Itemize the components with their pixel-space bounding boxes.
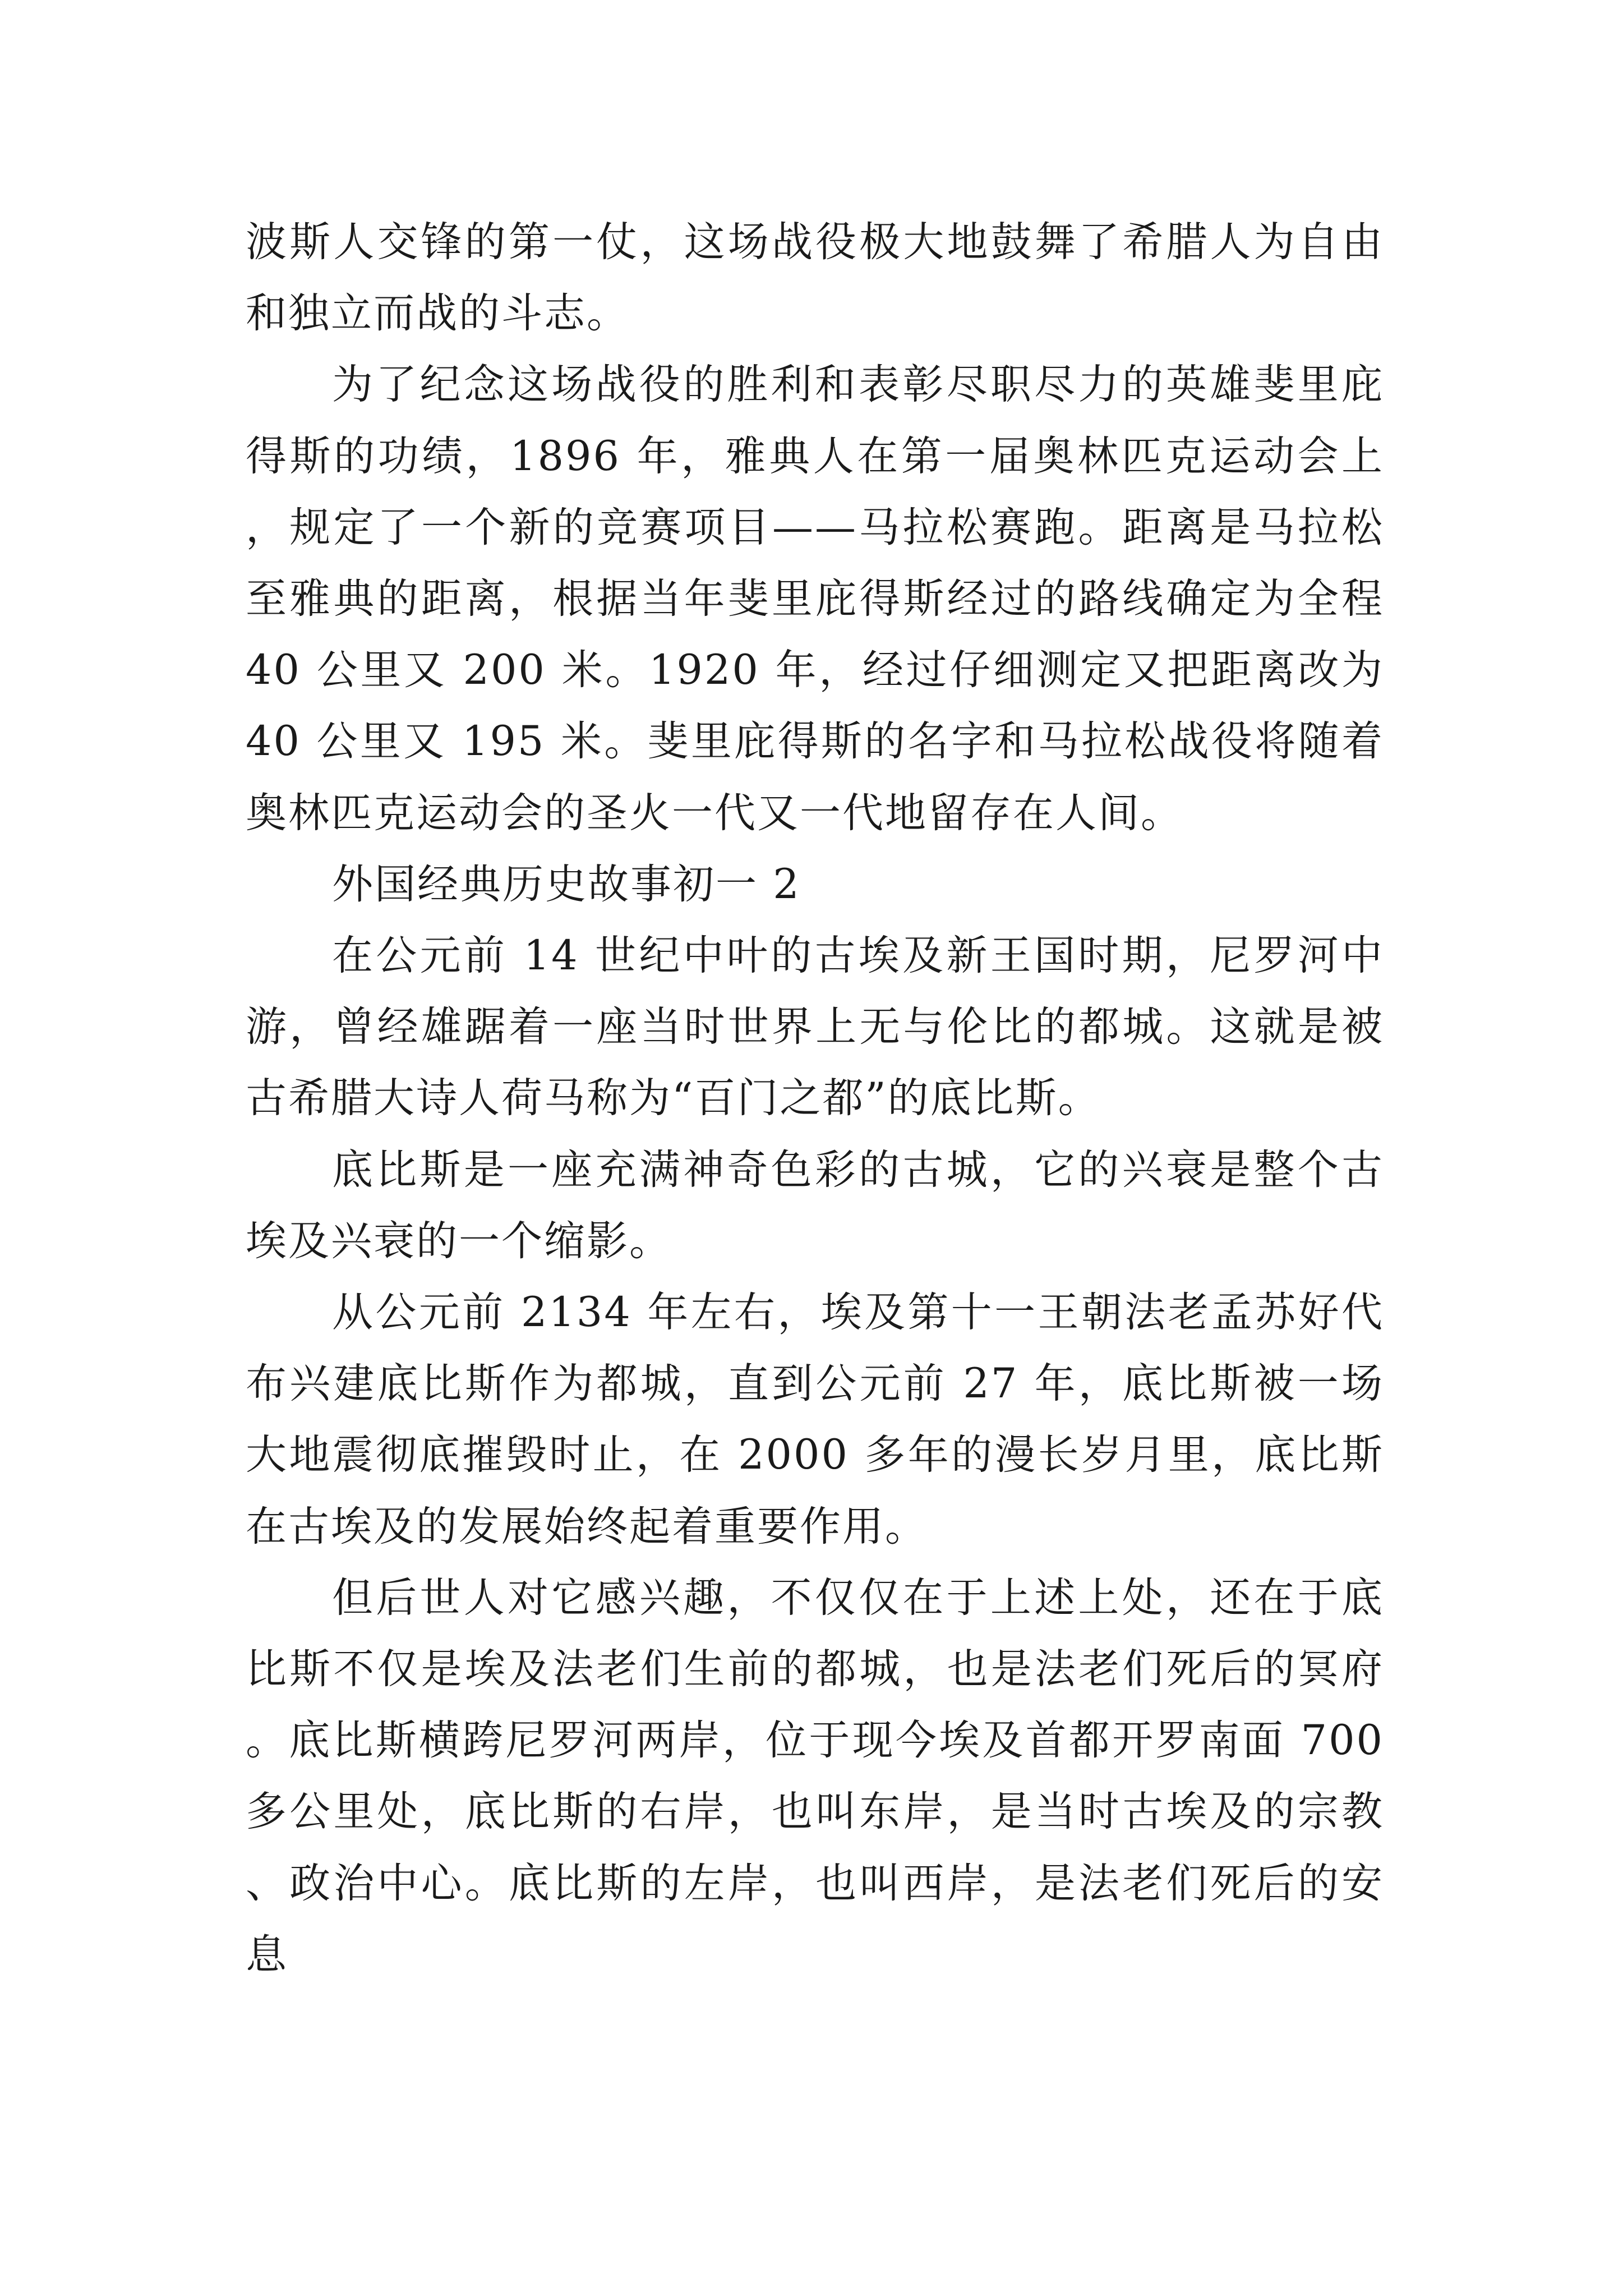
- paragraph-thebes-banks: 但后世人对它感兴趣，不仅仅在于上述上处，还在于底比斯不仅是埃及法老们生前的都城，也是法老们死后的冥府。底比斯横跨尼罗河两岸，位于现今埃及首都开罗南面 700 多公里处，底比斯的右岸，也叫东岸，是当时古埃及的宗教、政治中心。底比斯的左岸，也叫西岸，是法老们死后的安息: [246, 1573, 1384, 1978]
- section-heading: 外国经典历史故事初一 2: [332, 860, 801, 908]
- document-body: [246, 206, 1384, 1990]
- paragraph-thebes-intro: 在公元前 14 世纪中叶的古埃及新王国时期，尼罗河中游，曾经雄踞着一座当时世界上无与伦比的都城。这就是被古希腊大诗人荷马称为“百门之都”的底比斯。: [246, 932, 1384, 1122]
- paragraph-marathon-commemoration: 为了纪念这场战役的胜利和表彰尽职尽力的英雄斐里庇得斯的功绩，1896 年，雅典人在第一届奥林匹克运动会上，规定了一个新的竞赛项目——马拉松赛跑。距离是马拉松至雅典的距离，根据当年斐里庇得斯经过的路线确定为全程 40 公里又 200 米。1920 年，经过仔细测定又把距离改为 40 公里又 195 米。斐里庇得斯的名字和马拉松战役将随着奥林匹克运动会的圣火一代又一代地留存在人间。: [246, 361, 1384, 837]
- paragraph-thebes-history: 从公元前 2134 年左右，埃及第十一王朝法老孟苏好代布兴建底比斯作为都城，直到公元前 27 年，底比斯被一场大地震彻底摧毁时止，在 2000 多年的漫长岁月里，底比斯在古埃及的发展始终起着重要作用。: [246, 1289, 1384, 1550]
- paragraph-thebes-rise-fall: 底比斯是一座充满神奇色彩的古城，它的兴衰是整个古埃及兴衰的一个缩影。: [246, 1145, 1384, 1265]
- paragraph-continuation: 波斯人交锋的第一仗，这场战役极大地鼓舞了希腊人为自由和独立而战的斗志。: [246, 218, 1384, 338]
